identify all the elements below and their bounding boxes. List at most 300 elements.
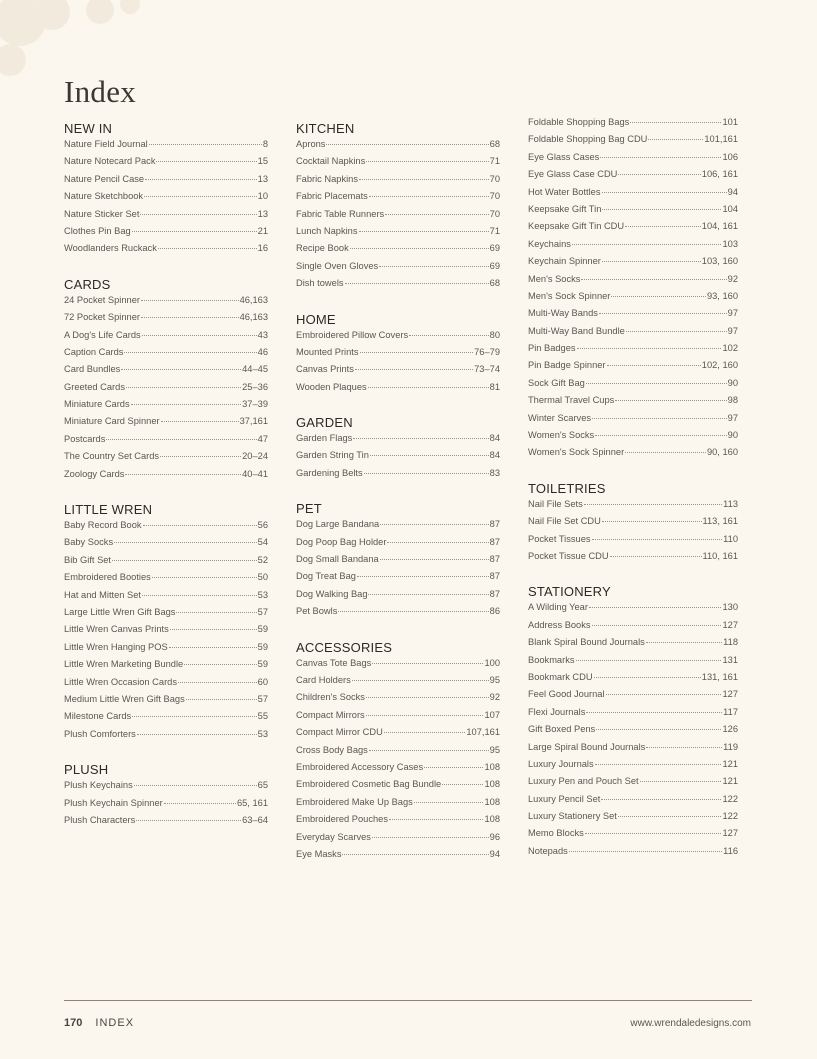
- index-section: [64, 502, 268, 746]
- index-entry: [64, 677, 268, 694]
- section-heading: PLUSH: [64, 762, 109, 778]
- index-entry: [528, 707, 738, 724]
- dot-leader: [152, 577, 257, 578]
- entry-name: Eye Glass Cases: [528, 151, 600, 162]
- index-entry: [528, 326, 738, 343]
- entry-name: Woodlanders Ruckack: [64, 243, 157, 254]
- entry-page: 96: [489, 831, 500, 842]
- dot-leader: [442, 784, 483, 785]
- entry-page: 13: [257, 173, 268, 184]
- entry-page: 119: [723, 741, 738, 752]
- entry-name: Plush Keychains: [64, 780, 133, 791]
- entry-name: Garden String Tin: [296, 450, 369, 461]
- dot-leader: [126, 387, 241, 388]
- dot-leader: [106, 439, 256, 440]
- index-entry: [296, 710, 500, 727]
- entry-page: 43: [257, 329, 268, 340]
- index-entry: [64, 295, 268, 312]
- entry-name: Dish towels: [296, 278, 344, 289]
- section-heading: KITCHEN: [296, 121, 355, 136]
- dot-leader: [326, 144, 488, 145]
- index-entry: [528, 378, 738, 395]
- entry-name: Foldable Shopping Bag CDU: [528, 134, 648, 145]
- dot-leader: [592, 625, 722, 626]
- dot-leader: [184, 664, 256, 665]
- entry-page: 20–24: [242, 451, 268, 462]
- dot-leader: [164, 803, 236, 804]
- index-entry: [64, 642, 268, 659]
- index-entry: [296, 209, 500, 226]
- dot-leader: [372, 663, 483, 664]
- entry-name: Men's Socks: [528, 273, 581, 284]
- index-column-3: [528, 117, 738, 879]
- index-entry: [64, 451, 268, 468]
- entry-page: 44–45: [242, 364, 268, 375]
- entry-page: 10: [257, 191, 268, 202]
- index-column-1: [64, 117, 268, 848]
- entry-name: Hot Water Bottles: [528, 186, 601, 197]
- dot-leader: [646, 747, 722, 748]
- entry-page: 53: [257, 728, 268, 739]
- index-entry: [296, 537, 500, 554]
- entry-page: 59: [257, 624, 268, 635]
- entry-name: Cross Body Bags: [296, 744, 368, 755]
- entry-page: 65: [257, 780, 268, 791]
- dot-leader: [385, 214, 488, 215]
- entry-page: 84: [489, 450, 500, 461]
- entry-name: Wooden Plaques: [296, 381, 367, 392]
- entry-page: 113: [723, 498, 738, 509]
- index-entry: [64, 434, 268, 451]
- entry-page: 57: [257, 606, 268, 617]
- entry-name: The Country Set Cards: [64, 451, 160, 462]
- dot-leader: [611, 296, 706, 297]
- index-entry: [64, 711, 268, 728]
- entry-name: Caption Cards: [64, 346, 124, 357]
- index-entry: [64, 590, 268, 607]
- index-entry: [64, 191, 268, 208]
- index-entry: [528, 413, 738, 430]
- index-entry: [296, 450, 500, 467]
- entry-page: 87: [489, 554, 500, 565]
- dot-leader: [186, 699, 257, 700]
- entry-name: Eye Masks: [296, 848, 342, 859]
- index-entry: [296, 519, 500, 536]
- dot-leader: [141, 300, 239, 301]
- entry-name: Winter Scarves: [528, 412, 592, 423]
- entry-name: Lunch Napkins: [296, 225, 358, 236]
- index-section: [296, 501, 500, 623]
- entry-page: 130: [722, 602, 738, 613]
- section-heading: GARDEN: [296, 415, 353, 431]
- index-entry: [64, 243, 268, 260]
- entry-name: Embroidered Accessory Cases: [296, 761, 424, 772]
- dot-leader: [596, 729, 721, 730]
- section-heading: TOILETRIES: [528, 480, 606, 496]
- entry-name: Luxury Pencil Set: [528, 793, 601, 804]
- dot-leader: [646, 642, 722, 643]
- dot-leader: [145, 179, 257, 180]
- entry-name: Card Holders: [296, 674, 351, 685]
- entry-name: Nail File Set CDU: [528, 516, 601, 527]
- index-entry: [296, 382, 500, 399]
- entry-name: Plush Keychain Spinner: [64, 797, 163, 808]
- index-section: [296, 312, 500, 400]
- dot-leader: [389, 819, 483, 820]
- dot-leader: [380, 559, 489, 560]
- entry-page: 76–79: [474, 346, 500, 357]
- entry-page: 97: [727, 325, 738, 336]
- entry-page: 106, 161: [701, 169, 738, 180]
- entry-page: 101,161: [704, 134, 738, 145]
- index-entry: [528, 776, 738, 793]
- entry-name: Pin Badge Spinner: [528, 360, 606, 371]
- entry-page: 127: [722, 689, 738, 700]
- entry-name: Memo Blocks: [528, 828, 584, 839]
- dot-leader: [630, 122, 721, 123]
- entry-page: 46: [257, 346, 268, 357]
- dot-leader: [366, 161, 488, 162]
- index-entry: [296, 571, 500, 588]
- index-entry: [528, 811, 738, 828]
- index-entry: [296, 849, 500, 866]
- dot-leader: [352, 680, 489, 681]
- entry-page: 107,161: [466, 727, 500, 738]
- index-entry: [528, 759, 738, 776]
- dot-leader: [577, 348, 722, 349]
- dot-leader: [143, 525, 257, 526]
- dot-leader: [136, 820, 241, 821]
- entry-name: Luxury Journals: [528, 758, 594, 769]
- dot-leader: [387, 542, 488, 543]
- dot-leader: [618, 174, 700, 175]
- entry-page: 118: [723, 637, 738, 648]
- index-entry: [296, 675, 500, 692]
- entry-page: 87: [489, 536, 500, 547]
- dot-leader: [114, 542, 257, 543]
- dot-leader: [625, 452, 706, 453]
- index-entry: [528, 516, 738, 533]
- entry-page: 110: [723, 533, 738, 544]
- entry-name: Canvas Tote Bags: [296, 657, 372, 668]
- index-entry: [64, 330, 268, 347]
- entry-page: 37–39: [242, 399, 268, 410]
- entry-page: 121: [722, 776, 738, 787]
- entry-name: Nature Notecard Pack: [64, 156, 156, 167]
- entry-page: 108: [484, 761, 500, 772]
- entry-page: 90, 160: [706, 447, 738, 458]
- index-entry: [296, 156, 500, 173]
- entry-page: 100: [484, 657, 500, 668]
- dot-leader: [584, 504, 722, 505]
- section-heading: HOME: [296, 311, 336, 327]
- entry-name: Women's Socks: [528, 430, 595, 441]
- index-entry: [64, 798, 268, 815]
- entry-name: Dog Large Bandana: [296, 519, 380, 530]
- dot-leader: [625, 226, 701, 227]
- entry-page: 127: [722, 619, 738, 630]
- index-entry: [64, 382, 268, 399]
- dot-leader: [626, 331, 727, 332]
- entry-name: Nature Field Journal: [64, 139, 148, 149]
- dot-leader: [360, 352, 474, 353]
- dot-leader: [586, 383, 727, 384]
- entry-page: 73–74: [474, 364, 500, 375]
- index-section: [296, 640, 500, 867]
- dot-leader: [370, 455, 489, 456]
- entry-page: 15: [257, 156, 268, 167]
- entry-page: 50: [257, 572, 268, 583]
- dot-leader: [368, 387, 489, 388]
- entry-page: 71: [489, 156, 500, 167]
- dot-leader: [606, 694, 722, 695]
- index-entry: [528, 239, 738, 256]
- entry-name: A Dog's Life Cards: [64, 329, 141, 340]
- dot-leader: [170, 629, 257, 630]
- footer-page-label: [64, 1017, 134, 1029]
- entry-page: 13: [257, 208, 268, 219]
- entry-name: Nature Sticker Set: [64, 208, 140, 219]
- entry-name: Baby Socks: [64, 537, 114, 548]
- dot-leader: [572, 244, 722, 245]
- entry-name: Dog Small Bandana: [296, 554, 379, 565]
- index-entry: [528, 637, 738, 654]
- index-entry: [528, 274, 738, 291]
- entry-name: Multi-Way Bands: [528, 308, 598, 319]
- dot-leader: [648, 139, 703, 140]
- entry-name: Luxury Pen and Pouch Set: [528, 776, 639, 787]
- entry-name: Recipe Book: [296, 243, 349, 254]
- index-entry: [296, 814, 500, 831]
- index-entry: [528, 204, 738, 221]
- dot-leader: [586, 712, 722, 713]
- dot-leader: [368, 594, 488, 595]
- dot-leader: [355, 369, 473, 370]
- entry-page: 108: [484, 814, 500, 825]
- entry-name: Miniature Cards: [64, 399, 130, 410]
- dot-leader: [176, 612, 256, 613]
- entry-page: 113, 161: [702, 516, 738, 527]
- entry-name: Fabric Placemats: [296, 191, 368, 202]
- entry-page: 55: [257, 711, 268, 722]
- dot-leader: [112, 560, 257, 561]
- dot-leader: [594, 677, 701, 678]
- entry-name: Eye Glass Case CDU: [528, 169, 618, 180]
- entry-name: Men's Sock Spinner: [528, 290, 611, 301]
- entry-name: Fabric Table Runners: [296, 208, 385, 219]
- section-heading: LITTLE WREN: [64, 502, 153, 518]
- entry-name: Compact Mirrors: [296, 709, 365, 720]
- entry-page: 59: [257, 641, 268, 652]
- section-heading: STATIONERY: [528, 584, 611, 600]
- index-entry: [296, 762, 500, 779]
- dot-leader: [124, 352, 256, 353]
- index-entry: [528, 395, 738, 412]
- index-entry: [528, 742, 738, 759]
- index-entry: [296, 727, 500, 744]
- entry-name: Miniature Card Spinner: [64, 416, 160, 427]
- entry-name: Foldable Shopping Bags: [528, 117, 630, 127]
- index-section: [296, 121, 500, 296]
- index-entry: [296, 174, 500, 191]
- dot-leader: [357, 576, 489, 577]
- index-entry: [64, 815, 268, 832]
- index-section: [528, 481, 738, 569]
- index-entry: [296, 243, 500, 260]
- dot-leader: [607, 365, 701, 366]
- dot-leader: [369, 750, 489, 751]
- index-entry: [64, 312, 268, 329]
- dot-leader: [369, 196, 489, 197]
- entry-page: 37,161: [239, 416, 268, 427]
- dot-leader: [615, 400, 726, 401]
- entry-page: 68: [489, 278, 500, 289]
- entry-page: 52: [257, 554, 268, 565]
- index-entry: [528, 134, 738, 151]
- index-entry: [64, 209, 268, 226]
- index-entry: [296, 606, 500, 623]
- index-entry: [528, 724, 738, 741]
- dot-leader: [618, 816, 722, 817]
- dot-leader: [131, 404, 242, 405]
- index-entry: [528, 828, 738, 845]
- entry-name: Everyday Scarves: [296, 831, 371, 842]
- section-heading: PET: [296, 501, 322, 517]
- index-entry: [528, 655, 738, 672]
- index-entry: [296, 347, 500, 364]
- entry-name: Keepsake Gift Tin: [528, 203, 602, 214]
- section-label: INDEX: [95, 1017, 135, 1029]
- index-entry: [296, 745, 500, 762]
- entry-name: Feel Good Journal: [528, 689, 605, 700]
- entry-name: Little Wren Hanging POS: [64, 641, 168, 652]
- index-entry: [64, 364, 268, 381]
- entry-page: 116: [723, 845, 738, 856]
- index-entry: [528, 794, 738, 811]
- index-entry: [296, 692, 500, 709]
- entry-name: Embroidered Make Up Bags: [296, 796, 413, 807]
- entry-name: Bookmark CDU: [528, 671, 593, 682]
- entry-page: 131, 161: [701, 671, 738, 682]
- entry-name: Postcards: [64, 433, 106, 444]
- entry-page: 21: [257, 225, 268, 236]
- index-entry: [528, 152, 738, 169]
- index-entry: [296, 278, 500, 295]
- entry-name: Little Wren Marketing Bundle: [64, 659, 184, 670]
- entry-name: Dog Treat Bag: [296, 571, 356, 582]
- index-entry: [296, 797, 500, 814]
- entry-page: 102: [722, 343, 738, 354]
- entry-page: 90: [727, 430, 738, 441]
- index-entry: [296, 226, 500, 243]
- entry-page: 47: [257, 433, 268, 444]
- index-entry: [528, 169, 738, 186]
- entry-name: Fabric Napkins: [296, 173, 359, 184]
- dot-leader: [160, 456, 241, 457]
- entry-page: 122: [722, 793, 738, 804]
- page-title: Index: [64, 74, 137, 109]
- entry-name: Large Little Wren Gift Bags: [64, 606, 176, 617]
- entry-page: 46,163: [239, 294, 268, 305]
- entry-name: Compact Mirror CDU: [296, 727, 383, 738]
- index-entry: [296, 658, 500, 675]
- dot-leader: [142, 595, 257, 596]
- entry-name: 72 Pocket Spinner: [64, 312, 140, 323]
- dot-leader: [602, 192, 727, 193]
- entry-page: 93, 160: [706, 290, 738, 301]
- entry-page: 60: [257, 676, 268, 687]
- entry-name: Sock Gift Bag: [528, 377, 585, 388]
- section-heading: CARDS: [64, 276, 111, 292]
- entry-page: 8: [262, 139, 268, 149]
- dot-leader: [585, 833, 722, 834]
- dot-leader: [424, 767, 483, 768]
- entry-page: 92: [727, 273, 738, 284]
- index-entry: [296, 191, 500, 208]
- index-entry: [528, 602, 738, 619]
- entry-name: Address Books: [528, 619, 591, 630]
- dot-leader: [569, 851, 722, 852]
- entry-name: Bookmarks: [528, 654, 575, 665]
- index-section: [528, 117, 738, 465]
- index-entry: [64, 139, 268, 156]
- entry-name: Blank Spiral Bound Journals: [528, 637, 645, 648]
- dot-leader: [372, 837, 489, 838]
- entry-name: Aprons: [296, 139, 326, 149]
- website-url: www.wrendaledesigns.com: [630, 1018, 751, 1029]
- entry-page: 127: [722, 828, 738, 839]
- entry-page: 70: [489, 191, 500, 202]
- dot-leader: [125, 474, 241, 475]
- entry-name: Dog Poop Bag Holder: [296, 536, 387, 547]
- entry-page: 16: [257, 243, 268, 254]
- entry-name: 24 Pocket Spinner: [64, 294, 140, 305]
- entry-name: Pocket Tissues: [528, 533, 591, 544]
- entry-name: Plush Characters: [64, 814, 136, 825]
- index-entry: [528, 308, 738, 325]
- entry-name: Dog Walking Bag: [296, 588, 368, 599]
- dot-leader: [602, 261, 701, 262]
- index-entry: [64, 607, 268, 624]
- entry-page: 94: [489, 848, 500, 859]
- entry-name: Embroidered Cosmetic Bag Bundle: [296, 779, 442, 790]
- dot-leader: [409, 335, 489, 336]
- index-entry: [296, 554, 500, 571]
- dot-leader: [602, 521, 702, 522]
- entry-page: 53: [257, 589, 268, 600]
- entry-name: Mounted Prints: [296, 346, 359, 357]
- index-entry: [64, 469, 268, 486]
- entry-page: 46,163: [239, 312, 268, 323]
- entry-name: Card Bundles: [64, 364, 121, 375]
- dot-leader: [161, 421, 239, 422]
- index-section: [296, 415, 500, 485]
- entry-name: Plush Comforters: [64, 728, 136, 739]
- dot-leader: [140, 214, 256, 215]
- entry-name: Canvas Prints: [296, 364, 354, 375]
- entry-name: Greeted Cards: [64, 381, 125, 392]
- index-entry: [296, 433, 500, 450]
- entry-page: 40–41: [242, 468, 268, 479]
- entry-name: Clothes Pin Bag: [64, 225, 131, 236]
- entry-name: Flexi Journals: [528, 706, 586, 717]
- entry-page: 71: [489, 225, 500, 236]
- dot-leader: [366, 697, 489, 698]
- index-entry: [64, 399, 268, 416]
- dot-leader: [589, 607, 722, 608]
- entry-page: 54: [257, 537, 268, 548]
- index-entry: [296, 330, 500, 347]
